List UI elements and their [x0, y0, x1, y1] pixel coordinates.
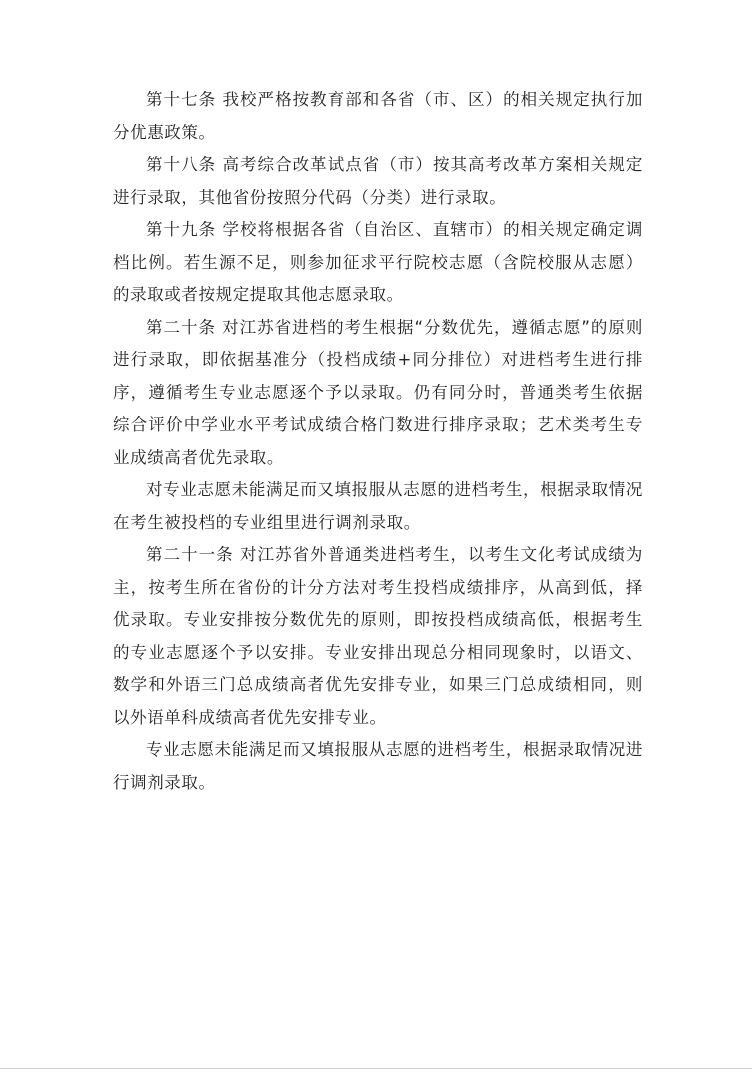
article-21-paragraph: 第二十一条 对江苏省外普通类进档考生，以考生文化考试成绩为主，按考生所在省份的计分方法对考生投档成绩排序，从高到低，择优录取。专业安排按分数优先的原则，即按投档成绩高低，根据考生的专业志愿逐个予以安排。专业安排出现总分相同现象时，以语文、数学和外语三门总成绩高者优先安排专业，如果三门总成绩相同，则以外语单科成绩高者优先安排专业。 — [113, 545, 643, 727]
article-17-paragraph: 第十七条 我校严格按教育部和各省（市、区）的相关规定执行加分优惠政策。 — [113, 90, 643, 142]
article-20-paragraph: 第二十条 对江苏省进档的考生根据“分数优先，遵循志愿”的原则进行录取，即依据基准分（投档成绩+同分排位）对进档考生进行排序，遵循考生专业志愿逐个予以录取。仍有同分时，普通类考生依据综合评价中学业水平考试成绩合格门数进行排序录取；艺术类考生专业成绩高者优先录取。 — [113, 317, 643, 467]
page-bottom-rule — [0, 1068, 752, 1069]
article-20-adjustment-paragraph: 对专业志愿未能满足而又填报服从志愿的进档考生，根据录取情况在考生被投档的专业组里进行调剂录取。 — [113, 480, 643, 532]
article-19-paragraph: 第十九条 学校将根据各省（自治区、直辖市）的相关规定确定调档比例。若生源不足，则参加征求平行院校志愿（含院校服从志愿）的录取或者按规定提取其他志愿录取。 — [113, 220, 643, 304]
article-21-adjustment-paragraph: 专业志愿未能满足而又填报服从志愿的进档考生，根据录取情况进行调剂录取。 — [113, 740, 643, 792]
article-18-paragraph: 第十八条 高考综合改革试点省（市）按其高考改革方案相关规定进行录取，其他省份按照分代码（分类）进行录取。 — [113, 155, 643, 207]
document-body — [113, 84, 643, 799]
